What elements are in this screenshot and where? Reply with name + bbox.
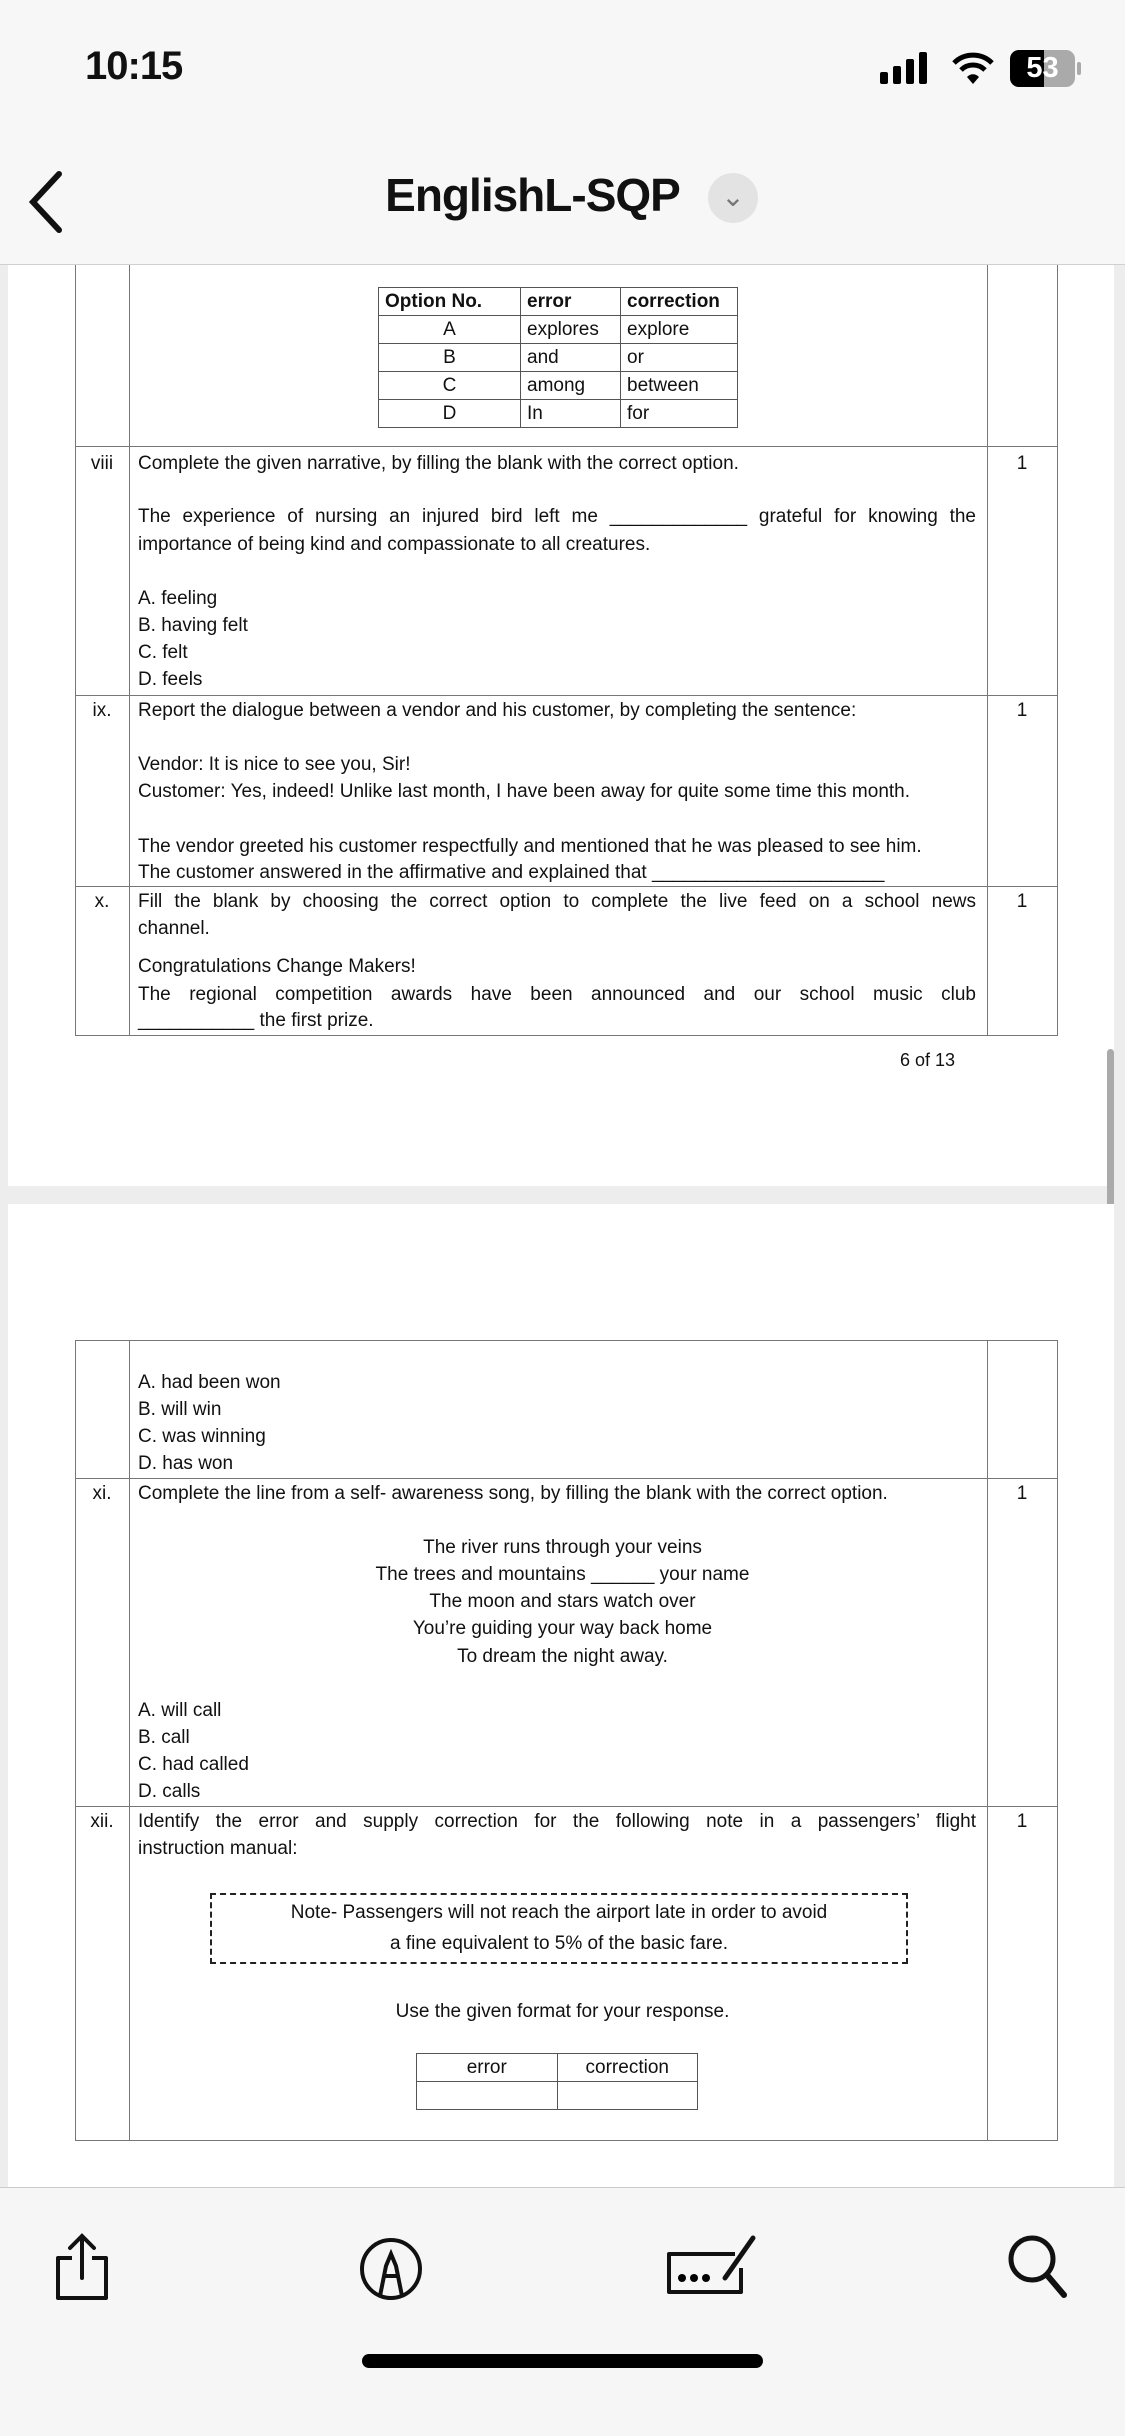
option: B. having felt — [138, 615, 248, 636]
question-prompt: instruction manual: — [138, 1838, 298, 1859]
option: B. will win — [138, 1399, 222, 1420]
question-mark: 1 — [1016, 700, 1028, 721]
note-text: Note- Passengers will not reach the airport late in order to avoid — [290, 1902, 828, 1923]
option-cell: B — [379, 344, 521, 372]
question-number: x. — [94, 891, 110, 912]
song-line: You’re guiding your way back home — [412, 1618, 713, 1639]
question-text: The experience of nursing an injured bird left me _____________ grateful for knowing the — [138, 506, 976, 527]
error-answer-cell[interactable] — [417, 2082, 558, 2110]
question-text: The customer answered in the affirmative and explained that ______________________ — [138, 862, 885, 883]
dialogue-line: Vendor: It is nice to see you, Sir! — [138, 754, 411, 775]
question-mark: 1 — [1016, 1483, 1028, 1504]
question-text: The vendor greeted his customer respectfully and mentioned that he was pleased to see him. — [138, 836, 922, 857]
question-prompt: Report the dialogue between a vendor and his customer, by completing the sentence: — [138, 700, 857, 721]
note-text: a fine equivalent to 5% of the basic fare. — [390, 1933, 728, 1954]
option: D. has won — [138, 1453, 234, 1474]
dialogue-line: Customer: Yes, indeed! Unlike last month, I have been away for quite some time this month. — [138, 781, 911, 802]
error-cell: In — [521, 400, 621, 428]
song-line: The trees and mountains ______ your name — [375, 1564, 750, 1585]
pdf-page-7 — [8, 1204, 1114, 2187]
correction-cell: explore — [621, 316, 738, 344]
question-number: xi. — [92, 1483, 112, 1504]
clock: 10:15 — [85, 44, 183, 88]
option-cell: A — [379, 316, 521, 344]
option: C. felt — [138, 642, 188, 663]
error-cell: explores — [521, 316, 621, 344]
question-text: The regional competition awards have been announced and our school music club — [138, 984, 976, 1005]
option-header: Option No. — [379, 288, 521, 316]
signature-icon[interactable] — [665, 2232, 765, 2298]
correction-header: correction — [557, 2054, 698, 2082]
question-prompt: Fill the blank by choosing the correct option to complete the live feed on a school news — [138, 891, 976, 912]
battery-tip — [1077, 62, 1081, 75]
status-bar — [0, 0, 1125, 140]
question-prompt: Complete the line from a self- awareness song, by filling the blank with the correct option. — [138, 1483, 888, 1504]
song-line: The river runs through your veins — [423, 1537, 702, 1558]
option: C. was winning — [138, 1426, 266, 1447]
option: D. calls — [138, 1781, 201, 1802]
question-prompt: Complete the given narrative, by filling the blank with the correct option. — [138, 453, 739, 474]
document-title[interactable]: EnglishL-SQP — [385, 169, 680, 221]
correction-cell: or — [621, 344, 738, 372]
option-cell: D — [379, 400, 521, 428]
page-indicator: 6 of 13 — [900, 1050, 956, 1070]
battery-icon — [1010, 50, 1075, 87]
wifi-icon — [952, 52, 994, 86]
question-number: viii — [90, 453, 114, 474]
option: A. had been won — [138, 1372, 281, 1393]
option: C. had called — [138, 1754, 249, 1775]
correction-answer-cell[interactable] — [557, 2082, 698, 2110]
battery-level: 53 — [1026, 52, 1059, 84]
format-instruction: Use the given format for your response. — [395, 2001, 730, 2022]
error-cell: among — [521, 372, 621, 400]
option: B. call — [138, 1727, 190, 1748]
song-line: The moon and stars watch over — [429, 1591, 696, 1612]
option-cell: C — [379, 372, 521, 400]
error-header: error — [417, 2054, 558, 2082]
question-text: importance of being kind and compassionate to all creatures. — [138, 534, 651, 555]
option: D. feels — [138, 669, 203, 690]
signal-icon — [880, 52, 930, 84]
option: A. will call — [138, 1700, 222, 1721]
question-number: xii. — [90, 1811, 114, 1832]
correction-header: correction — [621, 288, 738, 316]
share-icon[interactable] — [52, 2232, 112, 2302]
option: A. feeling — [138, 588, 218, 609]
question-mark: 1 — [1016, 1811, 1028, 1832]
markup-icon[interactable] — [358, 2236, 424, 2302]
question-prompt: channel. — [138, 918, 210, 939]
home-indicator[interactable] — [362, 2354, 763, 2368]
correction-cell: between — [621, 372, 738, 400]
question-text: ___________ the first prize. — [138, 1010, 374, 1031]
correction-cell: for — [621, 400, 738, 428]
question-mark: 1 — [1016, 891, 1028, 912]
question-prompt: Identify the error and supply correction for the following note in a passengers’ flight — [138, 1811, 976, 1832]
question-text: Congratulations Change Makers! — [138, 956, 416, 977]
question-number: ix. — [92, 700, 112, 721]
option-table — [378, 287, 738, 428]
search-icon[interactable] — [1007, 2232, 1069, 2302]
error-cell: and — [521, 344, 621, 372]
bottom-toolbar — [0, 2187, 1125, 2436]
song-line: To dream the night away. — [457, 1646, 668, 1667]
response-table — [416, 2053, 698, 2110]
error-header: error — [521, 288, 621, 316]
title-menu-chevron-icon[interactable]: ⌄ — [708, 173, 758, 223]
question-mark: 1 — [1016, 453, 1028, 474]
